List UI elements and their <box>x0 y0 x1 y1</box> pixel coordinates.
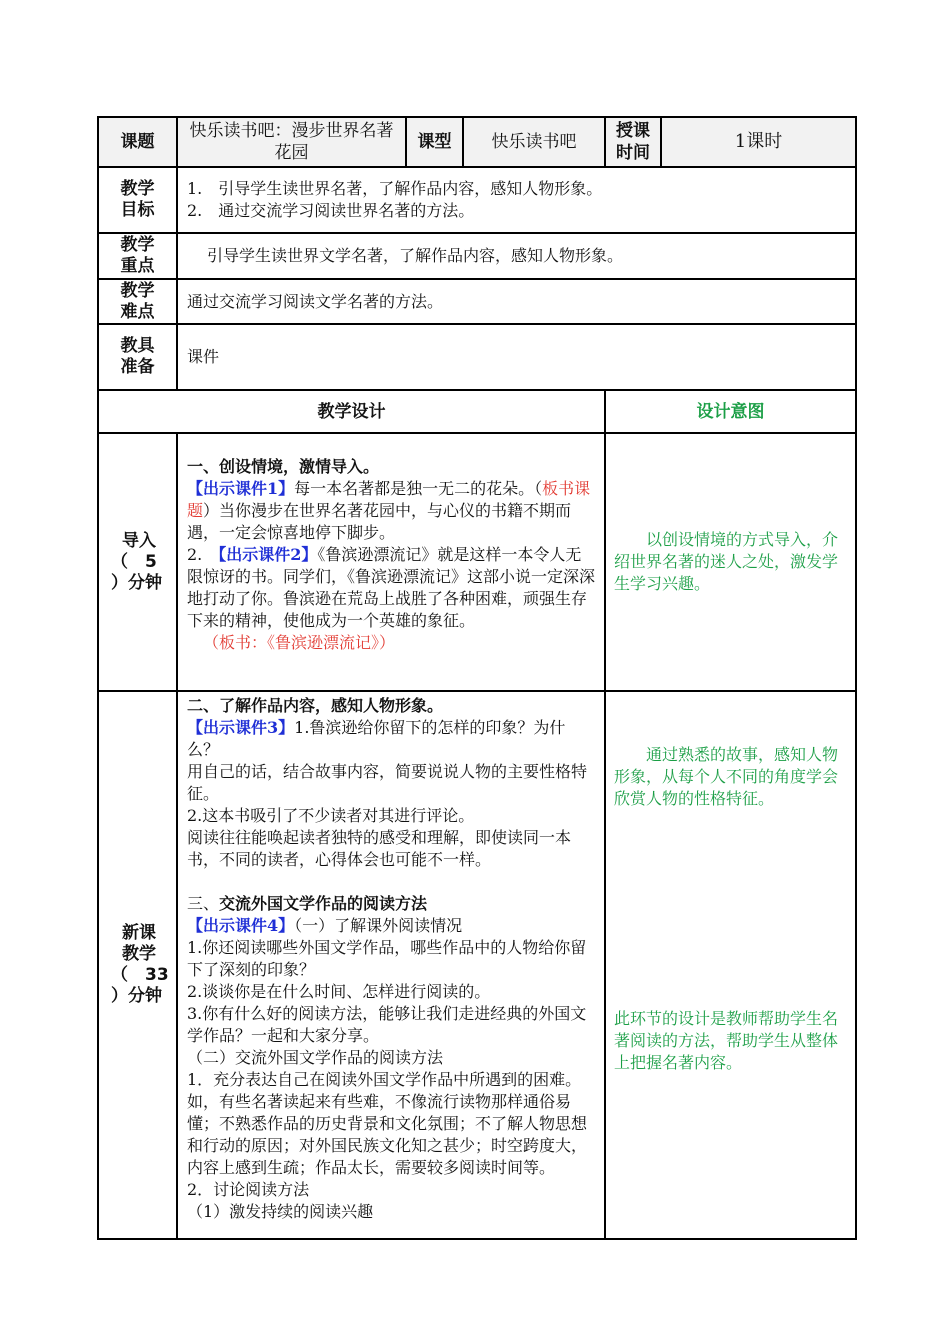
time-label <box>605 117 661 167</box>
intro-step-1-text: 每一本名著都是独一无二的花朵。（ <box>294 479 543 498</box>
courseware-4-line <box>187 915 596 937</box>
header-row <box>98 117 856 167</box>
intro-intent <box>605 433 856 691</box>
intro-step-2 <box>187 544 596 632</box>
focus-label-1: 教学 <box>120 235 155 255</box>
main-row <box>98 691 856 1239</box>
focus-label <box>98 233 177 279</box>
intro-heading: 一、创设情境，激情导入。 <box>187 457 380 476</box>
tools-content: 课件 <box>177 324 856 390</box>
intro-step-1 <box>187 478 596 544</box>
method-3: （1）激发持续的阅读兴趣 <box>187 1202 374 1221</box>
intro-label-1: 导入 <box>122 530 156 551</box>
intro-step-2-num: 2. <box>187 545 219 564</box>
design-header-row <box>98 390 856 433</box>
goals-label-2: 目标 <box>120 200 155 220</box>
courseware-3-line <box>187 717 596 761</box>
question-3: 3.你有什么好的阅读方法，能够让我们走进经典的外国文学作品？一起和大家分享。 <box>187 1004 587 1045</box>
main-para-2: 2.这本书吸引了不少读者对其进行评论。 <box>187 806 475 825</box>
goal-item-1: 1. 引导学生读世界名著，了解作品内容，感知人物形象。 <box>187 179 603 198</box>
main-content <box>177 691 605 1239</box>
intro-content <box>177 433 605 691</box>
type-value: 快乐读书吧 <box>463 117 605 167</box>
main-intent-1: 通过熟悉的故事，感知人物形象，从每个人不同的角度学会欣赏人物的性格特征。 <box>614 745 839 808</box>
goals-label <box>98 167 177 233</box>
difficulty-row <box>98 279 856 324</box>
tools-label <box>98 324 177 390</box>
courseware-4-tag: 【出示课件4】 <box>187 916 295 935</box>
intro-step-1-text2: ）当你漫步在世界名著花园中，与心仪的书籍不期而遇，一定会惊喜地停下脚步。 <box>187 501 572 542</box>
main-label-4: ）分钟 <box>111 986 162 1006</box>
spacer <box>187 871 596 893</box>
courseware-2-tag: 【出示课件2】 <box>218 545 318 564</box>
section-3-heading <box>187 893 596 915</box>
goals-content <box>177 167 856 233</box>
courseware-1-tag: 【出示课件1】 <box>187 479 295 498</box>
section-3-prefix: 三、 <box>187 894 220 913</box>
method-2: 2．讨论阅读方法 <box>187 1180 310 1199</box>
intro-row <box>98 433 856 691</box>
tools-row <box>98 324 856 390</box>
focus-content: 引导学生读世界文学名著，了解作品内容，感知人物形象。 <box>177 233 856 279</box>
time-label-line2: 时间 <box>616 143 650 163</box>
type-label: 课型 <box>406 117 463 167</box>
intro-label-3: ）分钟 <box>111 572 162 593</box>
courseware-4-text: （一）了解课外阅读情况 <box>294 916 463 935</box>
board-topic: 板书课题 <box>187 479 591 520</box>
difficulty-label-2: 难点 <box>120 301 155 322</box>
main-label-3: （ 33 <box>111 965 169 985</box>
topic-value: 快乐读书吧：漫步世界名著花园 <box>177 117 406 167</box>
tools-label-1: 教具 <box>120 336 155 356</box>
time-label-line1: 授课 <box>616 121 650 141</box>
lesson-plan <box>97 116 855 1240</box>
lesson-plan-table <box>97 116 857 1240</box>
courseware-3-tag: 【出示课件3】 <box>187 718 295 737</box>
section-3-text: 交流外国文学作品的阅读方法 <box>219 894 428 913</box>
method-1: 1．充分表达自己在阅读外国文学作品中所遇到的困难。如，有些名著读起来有些难，不像流行读物那样通俗易懂；不熟悉作品的历史背景和文化氛围；不了解人物思想和行动的原因；对外国民族文化知之甚少；时空跨度大，内容上感到生疏；作品太长，需要较多阅读时间等。 <box>187 1070 588 1177</box>
design-header: 教学设计 <box>98 390 605 433</box>
intro-step-2-text: 《鲁滨逊漂流记》就是这样一本令人无限惊讶的书。同学们，《鲁滨逊漂流记》这部小说一定深深地打动了你。鲁滨逊在荒岛上战胜了各种困难，顽强生存下来的精神，使他成为一个英雄的象征。 <box>187 545 596 630</box>
main-intent <box>605 691 856 1239</box>
subsection-2: （二）交流外国文学作品的阅读方法 <box>187 1048 444 1067</box>
main-label <box>98 691 177 1239</box>
intro-board: （板书：《鲁滨逊漂流记》） <box>203 633 396 652</box>
intro-label-2: （ 5 <box>111 551 157 572</box>
question-1: 1.你还阅读哪些外国文学作品，哪些作品中的人物给你留下了深刻的印象？ <box>187 938 587 979</box>
difficulty-label <box>98 279 177 324</box>
main-label-2: 教学 <box>122 944 156 964</box>
main-intent-2: 此环节的设计是教师帮助学生名著阅读的方法，帮助学生从整体上把握名著内容。 <box>614 1009 839 1072</box>
intro-intent-text: 以创设情境的方式导入，介绍世界名著的迷人之处，激发学生学习兴趣。 <box>614 530 839 593</box>
focus-label-2: 重点 <box>120 256 155 276</box>
intent-header: 设计意图 <box>605 390 856 433</box>
goal-item-2: 2. 通过交流学习阅读世界名著的方法。 <box>187 201 475 220</box>
goals-label-1: 教学 <box>120 179 155 199</box>
topic-label: 课题 <box>98 117 177 167</box>
time-value: 1课时 <box>661 117 856 167</box>
difficulty-content: 通过交流学习阅读文学名著的方法。 <box>177 279 856 324</box>
main-label-1: 新课 <box>122 923 156 943</box>
main-para-3: 阅读往往能唤起读者独特的感受和理解，即使读同一本书，不同的读者，心得体会也可能不一样。 <box>187 828 572 869</box>
difficulty-label-1: 教学 <box>120 280 155 301</box>
courseware-3-text: 1.鲁滨逊给你留下的怎样的印象？为什么？ <box>187 718 566 759</box>
section-2-heading: 二、了解作品内容，感知人物形象。 <box>187 696 444 715</box>
main-para-1: 用自己的话，结合故事内容，简要说说人物的主要性格特征。 <box>187 762 588 803</box>
focus-row <box>98 233 856 279</box>
intro-label <box>98 433 177 691</box>
question-2: 2.谈谈你是在什么时间、怎样进行阅读的。 <box>187 982 491 1001</box>
tools-label-2: 准备 <box>120 357 155 377</box>
goals-row <box>98 167 856 233</box>
